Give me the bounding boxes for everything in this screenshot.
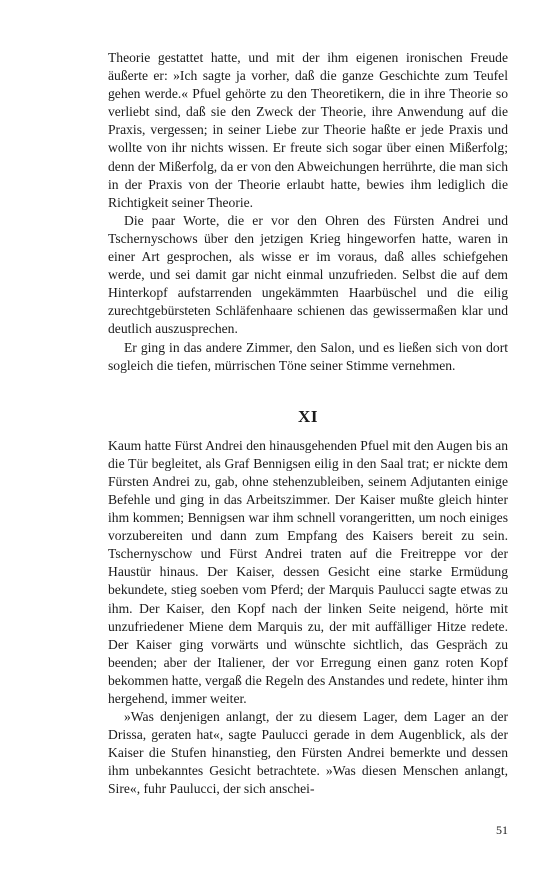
heading-gap <box>108 427 508 437</box>
paragraph-3: Er ging in das andere Zimmer, den Salon, und es ließen sich von dort sogleich die tiefen, mürrischen Töne seiner Stimme vernehmen. <box>108 339 508 373</box>
book-page <box>108 49 508 799</box>
section-gap <box>108 375 508 407</box>
paragraph-2: Die paar Worte, die er vor den Ohren des Fürsten Andrei und Tschernyschows über den jetzigen Krieg hingeworfen hatte, waren in einer Art gesprochen, als wisse er im voraus, daß alles schiefgehen werde, und sei damit gar nicht einmal unzufrieden. Selbst die auf dem Hinterkopf aufstarrenden ungekämmten Haarbüschel und die eilig zurechtgebürsteten Schläfenhaare schienen das gewissermaßen klar und deutlich auszusprechen. <box>108 212 508 337</box>
paragraph-1: Theorie gestattet hatte, und mit der ihm eigenen ironischen Freude äußerte er: »Ich sagte ja vorher, daß die ganze Geschichte zum Teufel gehen werde.« Pfuel gehörte zu den Theoretikern, die in ihre Theorie so verliebt sind, daß sie den Zweck der Theorie, ihre Anwendung auf die Praxis, vergessen; in seiner Liebe zur Theorie haßte er jede Praxis und wollte von ihr nichts wissen. Er freute sich sogar über einen Mißerfolg; denn der Mißerfolg, da er von den Abweichungen herrührte, die man sich in der Praxis von der Theorie erlaubt hatte, bewies ihm lediglich die Richtigkeit seiner Theorie. <box>108 50 508 210</box>
chapter-heading: XI <box>298 406 318 426</box>
page-number: 51 <box>496 823 508 837</box>
paragraph-4: Kaum hatte Fürst Andrei den hinausgehenden Pfuel mit den Augen bis an die Tür begleitet, als Graf Bennigsen eilig in den Saal trat; er nickte dem Fürsten Andrei zu, gab, ohne stehenzubleiben, seinem Adjutanten einige Befehle und ging in das Arbeitszimmer. Der Kaiser mußte gleich hinter ihm kommen; Bennigsen war ihm schnell vorangeritten, um noch einiges vorzubereiten und dann zum Empfang des Kaisers bereit zu sein. Tschernyschow und Fürst Andrei traten auf die Freitreppe vor der Haustür hinaus. Der Kaiser, dessen Gesicht eine starke Ermüdung bekundete, stieg soeben vom Pferd; der Marquis Paulucci sagte etwas zu ihm. Der Kaiser, den Kopf nach der linken Seite neigend, hörte mit unzufriedener Miene dem Marquis zu, der mit auffälliger Hitze redete. Der Kaiser ging vorwärts und wünschte sichtlich, das Gespräch zu beenden; aber der Italiener, der vor Erregung einen ganz roten Kopf bekommen hatte, vergaß die Regeln des Anstandes und redete, hinter ihm hergehend, immer weiter. <box>108 437 508 706</box>
paragraph-5: »Was denjenigen anlangt, der zu diesem Lager, dem Lager an der Drissa, geraten hat«, sagte Paulucci gerade in dem Augenblick, als der Kaiser die Stufen hinanstieg, den Fürsten Andrei bemerkte und dessen ihm unbekanntes Gesicht betrachtete. »Was diesen Menschen anlangt, Sire«, fuhr Paulucci, der sich anschei- <box>108 709 508 797</box>
